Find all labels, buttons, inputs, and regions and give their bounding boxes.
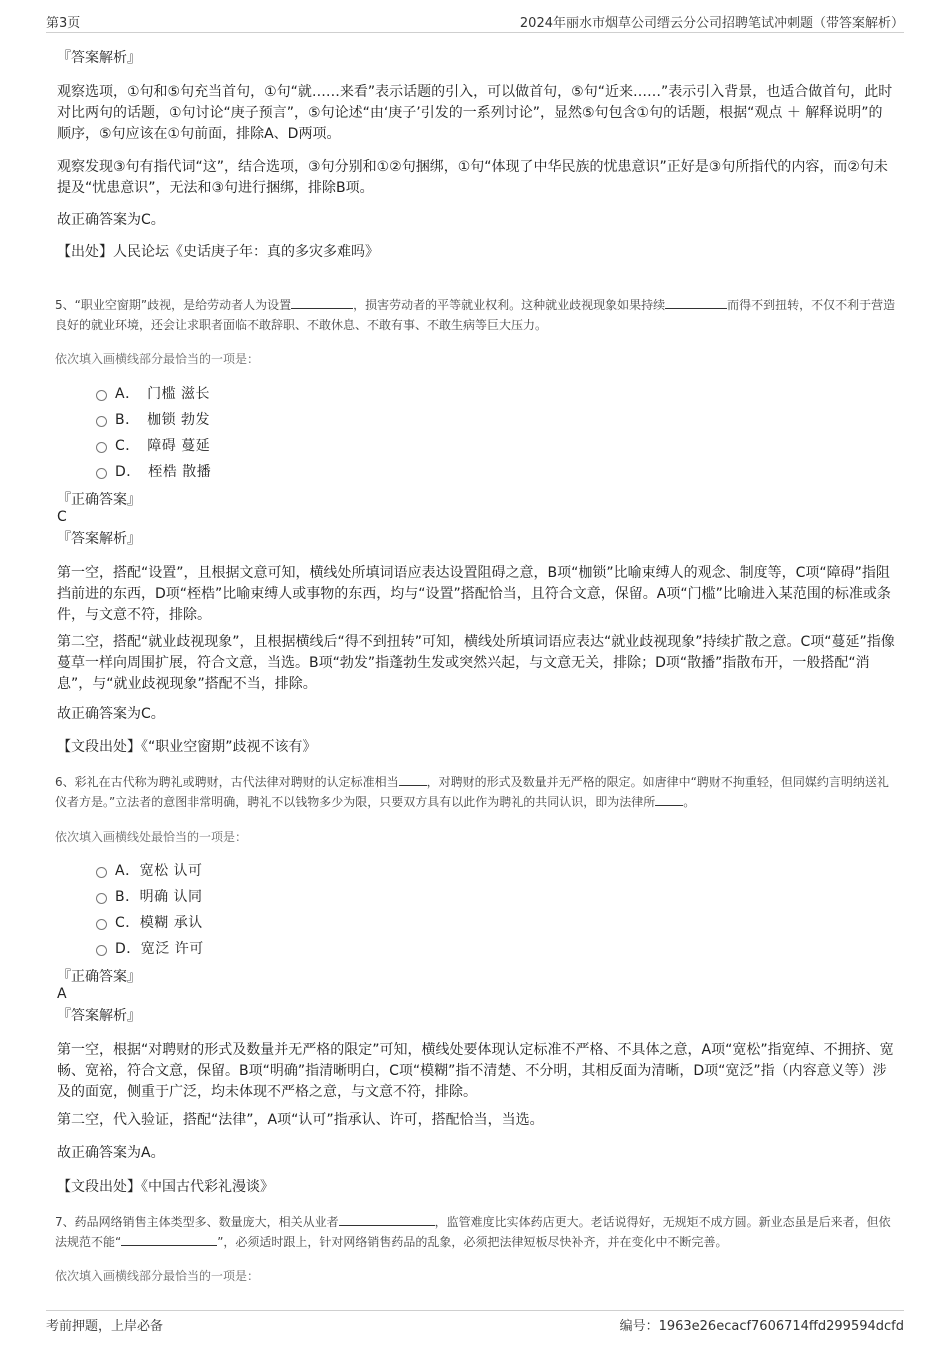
q4-answer: 故正确答案为C。 [57, 212, 165, 228]
q7-stem: 7、药品网络销售主体类型多、数量庞大，相关从业者 ，监管难度比实体药店更大。老话说得好，无规矩不成方圆。新业态虽是后来者，但依法规范不能“ ”，必须适时跟上，针对网络销售药品的乱象，必须把法律短板尽快补齐，并在变化中不断完善。 [55, 1215, 891, 1249]
document-code: 编号：1963e26ecacf7606714ffd299594dcfd [619, 1319, 904, 1334]
q6-answer: 故正确答案为A。 [57, 1145, 165, 1161]
q4-source: 【出处】人民论坛《史话庚子年：真的多灾多难吗》 [57, 244, 379, 260]
q5-analysis-p1: 第一空，搭配“设置”，且根据文意可知，横线处所填词语应表达设置阻碍之意，B项“枷锁”比喻束缚人的观念、制度等，C项“障碍”指阻挡前进的东西，D项“桎梏”比喻束缚人或事物的东西，均与“设置”搭配恰当，且符合文意，保留。A项“门槛”比喻进入某范围的标准或条件，与文意不符，排除。 [57, 565, 891, 623]
q6-blank-1 [399, 773, 427, 786]
radio-icon[interactable] [96, 442, 107, 453]
q6-analysis-p2: 第二空，代入验证，搭配“法律”，A项“认可”指承认、许可，搭配恰当，当选。 [57, 1112, 544, 1128]
q5-blank-2 [665, 296, 727, 309]
page-header [46, 12, 904, 33]
q6-option-c[interactable]: C．模糊 承认 [96, 913, 203, 933]
footer-slogan: 考前押题，上岸必备 [46, 1319, 164, 1334]
page-footer [46, 1310, 904, 1333]
page-number: 第3页 [46, 16, 81, 31]
q6-source: 【文段出处】《中国古代彩礼漫谈》 [57, 1179, 274, 1195]
q5-answer: 故正确答案为C。 [57, 706, 165, 722]
q7-blank-1 [339, 1213, 435, 1226]
document-title: 2024年丽水市烟草公司缙云分公司招聘笔试冲刺题（带答案解析） [519, 16, 904, 31]
q5-stem: 5、“职业空窗期”歧视，是给劳动者人为设置 ，损害劳动者的平等就业权利。这种就业歧视现象如果持续 而得不到扭转，不仅不利于营造良好的就业环境，还会让求职者面临不敢辞职、不敢休息、不敢有事、不敢生病等巨大压力。 [55, 298, 896, 332]
q5-option-c[interactable]: C． 障碍 蔓延 [96, 436, 210, 456]
q4-analysis-p2: 观察发现③句有指代词“这”，结合选项，③句分别和①②句捆绑，①句“体现了中华民族的忧患意识”正好是③句所指代的内容，而②句未提及“忧患意识”，无法和③句进行捆绑，排除B项。 [57, 159, 888, 196]
q6-analysis-heading: 『答案解析』 [57, 1008, 141, 1024]
radio-icon[interactable] [96, 893, 107, 904]
q5-option-d[interactable]: D． 桎梏 散播 [96, 462, 211, 482]
q5-option-b[interactable]: B． 枷锁 勃发 [96, 410, 210, 430]
q4-analysis-heading: 『答案解析』 [57, 50, 141, 66]
radio-icon[interactable] [96, 867, 107, 878]
q6-blank-2 [655, 793, 683, 806]
q6-option-d[interactable]: D．宽泛 许可 [96, 939, 204, 959]
q5-source: 【文段出处】《“职业空窗期”歧视不该有》 [57, 739, 317, 755]
q6-option-b[interactable]: B．明确 认同 [96, 887, 203, 907]
radio-icon[interactable] [96, 945, 107, 956]
q7-blank-2 [121, 1233, 217, 1246]
q5-option-a[interactable]: A． 门槛 滋长 [96, 384, 210, 404]
q5-blank-1 [291, 296, 353, 309]
q6-instruction: 依次填入画横线处最恰当的一项是： [55, 830, 248, 844]
q6-correct-answer: A [57, 986, 67, 1002]
q6-option-a[interactable]: A．宽松 认可 [96, 861, 203, 881]
radio-icon[interactable] [96, 390, 107, 401]
q7-instruction: 依次填入画横线部分最恰当的一项是： [55, 1269, 260, 1283]
radio-icon[interactable] [96, 416, 107, 427]
radio-icon[interactable] [96, 919, 107, 930]
q6-analysis-p1: 第一空，根据“对聘财的形式及数量并无严格的限定”可知，横线处要体现认定标准不严格、不具体之意，A项“宽松”指宽绰、不拥挤、宽畅、宽裕，符合文意，保留。B项“明确”指清晰明白，C项“模糊”指不清楚、不分明，其相反面为清晰，D项“宽泛”指（内容意义等）涉及的面宽，侧重于广泛，均未体现不严格之意，与文意不符，排除。 [57, 1042, 894, 1100]
q5-instruction: 依次填入画横线部分最恰当的一项是： [55, 352, 260, 366]
radio-icon[interactable] [96, 468, 107, 479]
q6-stem: 6、彩礼在古代称为聘礼或聘财，古代法律对聘财的认定标准相当 ，对聘财的形式及数量并无严格的限定。如唐律中“聘财不拘重轻，但同媒约言明纳送礼仪者方是。”立法者的意图非常明确，聘礼不以钱物多少为限，只要双方具有以此作为聘礼的共同认识，即为法律所 。 [55, 775, 889, 809]
q6-correct-heading: 『正确答案』 [57, 969, 141, 985]
q4-analysis-p1: 观察选项，①句和⑤句充当首句，①句“就……来看”表示话题的引入，可以做首句，⑤句“近来……”表示引入背景，也适合做首句，此时对比两句的话题，①句讨论“庚子预言”，⑤句论述“由‘庚子’引发的一系列讨论”，显然⑤句包含①句的话题，根据“观点 ＋ 解释说明”的顺序，⑤句应该在①句前面，排除A、D两项。 [57, 84, 893, 142]
q5-analysis-heading: 『答案解析』 [57, 531, 141, 547]
q5-analysis-p2: 第二空，搭配“就业歧视现象”，且根据横线后“得不到扭转”可知，横线处所填词语应表达“就业歧视现象”持续扩散之意。C项“蔓延”指像蔓草一样向周围扩展，符合文意，当选。B项“勃发”指蓬勃生发或突然兴起，与文意无关，排除；D项“散播”指散布开，一般搭配“消息”，与“就业歧视现象”搭配不当，排除。 [57, 634, 895, 692]
q5-correct-heading: 『正确答案』 [57, 492, 141, 508]
q5-correct-answer: C [57, 509, 67, 525]
